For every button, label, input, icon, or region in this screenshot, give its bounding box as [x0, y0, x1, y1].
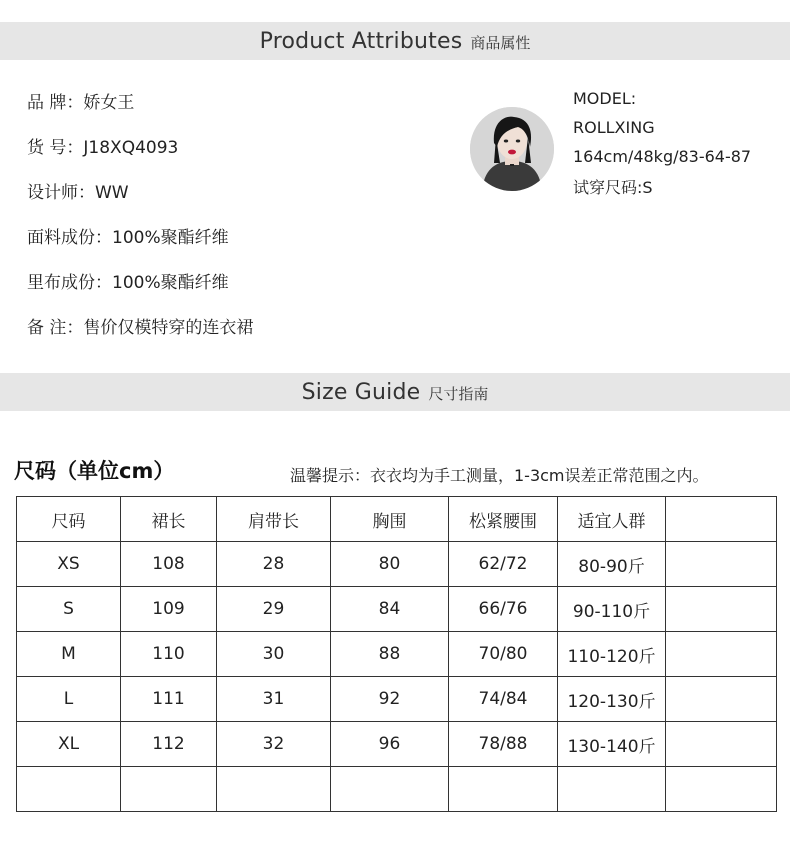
table-cell [666, 677, 777, 722]
attr-value: 100%聚酯纤维 [112, 273, 229, 293]
model-avatar [470, 107, 554, 191]
table-cell: 96 [331, 722, 449, 767]
table-row [17, 722, 777, 767]
attr-value: 售价仅模特穿的连衣裙 [83, 318, 254, 338]
size-guide-title: Size Guide [301, 379, 421, 405]
attr-brand [27, 88, 134, 113]
header-cell: 肩带长 [217, 497, 331, 542]
table-cell: 112 [121, 722, 217, 767]
table-cell: 29 [217, 587, 331, 632]
table-cell [666, 767, 777, 812]
table-row [17, 767, 777, 812]
table-cell: 92 [331, 677, 449, 722]
table-cell: 130-140斤 [558, 722, 666, 767]
attr-lining [27, 268, 229, 293]
table-cell: 109 [121, 587, 217, 632]
attr-remark [27, 313, 253, 338]
attr-value: WW [95, 183, 129, 203]
attr-value: J18XQ4093 [83, 138, 179, 158]
attr-value: 100%聚酯纤维 [112, 228, 229, 248]
header-cell: 松紧腰围 [449, 497, 558, 542]
table-cell: 88 [331, 632, 449, 677]
attr-value: 娇女王 [83, 93, 135, 113]
table-cell: 120-130斤 [558, 677, 666, 722]
table-cell: 80 [331, 542, 449, 587]
table-cell: 90-110斤 [558, 587, 666, 632]
table-cell [666, 587, 777, 632]
size-guide-title-cn: 尺寸指南 [428, 385, 489, 403]
table-cell: 110 [121, 632, 217, 677]
attr-label: 面料成份： [27, 228, 112, 248]
table-cell: 84 [331, 587, 449, 632]
table-cell: 66/76 [449, 587, 558, 632]
attr-label: 设计师： [27, 183, 95, 203]
table-cell: XS [17, 542, 121, 587]
size-table [16, 496, 777, 812]
table-cell: XL [17, 722, 121, 767]
table-cell: 70/80 [449, 632, 558, 677]
table-cell [666, 722, 777, 767]
attr-fabric [27, 223, 229, 248]
table-row [17, 677, 777, 722]
table-row [17, 587, 777, 632]
size-table-tip: 温馨提示：衣衣均为手工测量，1-3cm误差正常范围之内。 [290, 466, 709, 485]
table-cell: 74/84 [449, 677, 558, 722]
table-cell: 62/72 [449, 542, 558, 587]
table-row [17, 632, 777, 677]
table-row [17, 542, 777, 587]
product-attributes-title: Product Attributes [259, 28, 463, 54]
table-cell [666, 632, 777, 677]
header-cell: 适宜人群 [558, 497, 666, 542]
product-attributes-title-cn: 商品属性 [470, 34, 531, 52]
header-cell: 裙长 [121, 497, 217, 542]
table-cell [666, 542, 777, 587]
table-cell: 108 [121, 542, 217, 587]
table-cell [121, 767, 217, 812]
table-cell: 30 [217, 632, 331, 677]
table-cell: 78/88 [449, 722, 558, 767]
header-cell: 胸围 [331, 497, 449, 542]
table-cell: 28 [217, 542, 331, 587]
table-cell: M [17, 632, 121, 677]
attr-item-number [27, 133, 178, 158]
table-cell [558, 767, 666, 812]
model-tried-size: 试穿尺码:S [573, 178, 653, 197]
attr-label: 品 牌： [27, 93, 84, 113]
model-label: MODEL: [573, 89, 637, 108]
size-guide-header [0, 373, 790, 411]
table-cell: 32 [217, 722, 331, 767]
table-cell: S [17, 587, 121, 632]
table-cell: 80-90斤 [558, 542, 666, 587]
product-attributes-header [0, 22, 790, 60]
model-name: ROLLXING [573, 118, 655, 137]
attr-label: 里布成份： [27, 273, 112, 293]
attr-label: 备 注： [27, 318, 84, 338]
size-table-title: 尺码（单位cm） [14, 459, 175, 483]
attr-designer [27, 178, 129, 203]
table-cell: 111 [121, 677, 217, 722]
table-header-row [17, 497, 777, 542]
table-cell: 31 [217, 677, 331, 722]
table-cell: L [17, 677, 121, 722]
table-cell [331, 767, 449, 812]
attr-label: 货 号： [27, 138, 84, 158]
table-cell [17, 767, 121, 812]
table-cell [217, 767, 331, 812]
header-cell [666, 497, 777, 542]
header-cell: 尺码 [17, 497, 121, 542]
table-cell: 110-120斤 [558, 632, 666, 677]
model-measurements: 164cm/48kg/83-64-87 [573, 147, 752, 166]
table-cell [449, 767, 558, 812]
